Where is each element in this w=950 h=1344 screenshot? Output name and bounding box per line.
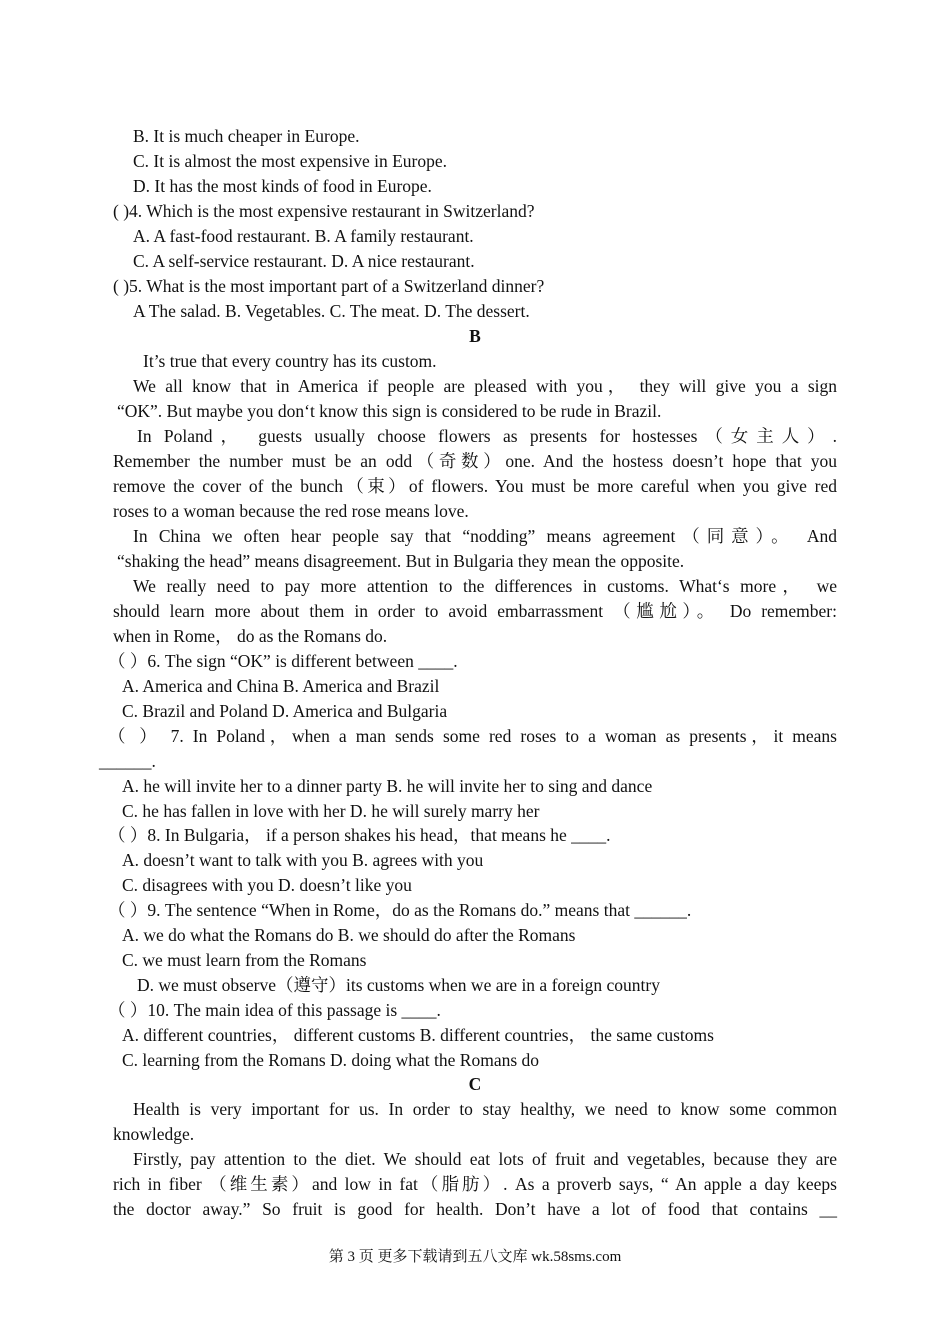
options-10-cd: C. learning from the Romans D. doing what the Romans do bbox=[122, 1050, 540, 1070]
passage-b-line: We really need to pay more attention to the differences in customs. What‘s more， we bbox=[133, 576, 837, 596]
passage-c-line: the doctor away.” So fruit is good for health. Don’t have a lot of food that contains __ bbox=[113, 1199, 837, 1219]
passage-b-line: roses to a woman because the red rose means love. bbox=[113, 501, 469, 521]
passage-b-line: In China we often hear people say that “nodding” means agreement（同意）。 And bbox=[133, 526, 837, 546]
options-7-cd: C. he has fallen in love with her D. he will surely marry her bbox=[122, 801, 540, 821]
options-8-cd: C. disagrees with you D. doesn’t like you bbox=[122, 875, 412, 895]
section-heading-c: C bbox=[468, 1074, 482, 1094]
passage-b-line: “shaking the head” means disagreement. But in Bulgaria they mean the opposite. bbox=[117, 551, 685, 571]
options-10-ab: A. different countries， different customs B. different countries， the same customs bbox=[122, 1025, 714, 1045]
passage-c-line: rich in fiber （维生素）and low in fat（脂肪）. As a proverb says, “ An apple a day keeps bbox=[113, 1174, 837, 1194]
passage-c-line: Health is very important for us. In order to stay healthy, we need to know some common bbox=[133, 1099, 837, 1119]
passage-b-line: We all know that in America if people are pleased with you， they will give you a sign bbox=[133, 376, 837, 396]
passage-c-line: Firstly, pay attention to the diet. We should eat lots of fruit and vegetables, because they are bbox=[133, 1149, 837, 1169]
passage-b-line: when in Rome， do as the Romans do. bbox=[113, 626, 388, 646]
section-heading-b: B bbox=[469, 326, 481, 346]
option-3d: D. It has the most kinds of food in Europe. bbox=[133, 176, 432, 196]
options-8-ab: A. doesn’t want to talk with you B. agrees with you bbox=[122, 850, 484, 870]
passage-b-line: “OK”. But maybe you don‘t know this sign is considered to be rude in Brazil. bbox=[117, 401, 662, 421]
question-6: （ ）6. The sign “OK” is different between ____. bbox=[108, 651, 458, 671]
question-10: （ ）10. The main idea of this passage is ____. bbox=[108, 1000, 441, 1020]
passage-b-line: remove the cover of the bunch（束）of flowers. You must be more careful when you give red bbox=[113, 476, 837, 496]
options-4-ab: A. A fast-food restaurant. B. A family restaurant. bbox=[133, 226, 474, 246]
question-5: ( )5. What is the most important part of a Switzerland dinner? bbox=[113, 276, 545, 296]
passage-c-line: knowledge. bbox=[113, 1124, 195, 1144]
options-4-cd: C. A self-service restaurant. D. A nice restaurant. bbox=[133, 251, 475, 271]
passage-b-line: should learn more about them in order to avoid embarrassment （尴尬）。 Do remember: bbox=[113, 601, 837, 621]
passage-b-line: It’s true that every country has its custom. bbox=[143, 351, 437, 371]
options-9-ab: A. we do what the Romans do B. we should do after the Romans bbox=[122, 925, 576, 945]
option-3b: B. It is much cheaper in Europe. bbox=[133, 126, 360, 146]
passage-b-line: Remember the number must be an odd（奇数）one. And the hostess doesn’t hope that you bbox=[113, 451, 837, 471]
options-6-ab: A. America and China B. America and Brazil bbox=[122, 676, 440, 696]
option-9d: D. we must observe（遵守）its customs when we are in a foreign country bbox=[137, 975, 660, 995]
question-4: ( )4. Which is the most expensive restaurant in Switzerland? bbox=[113, 201, 535, 221]
option-3c: C. It is almost the most expensive in Europe. bbox=[133, 151, 447, 171]
question-9: （ ）9. The sentence “When in Rome，do as the Romans do.” means that ______. bbox=[108, 900, 692, 920]
question-7: （ ） 7. In Poland，when a man sends some red roses to a woman as presents，it means bbox=[108, 726, 837, 746]
options-5: A The salad. B. Vegetables. C. The meat. D. The dessert. bbox=[133, 301, 530, 321]
question-7-blank: ______. bbox=[99, 751, 156, 771]
options-6-cd: C. Brazil and Poland D. America and Bulgaria bbox=[122, 701, 448, 721]
question-8: （ ）8. In Bulgaria， if a person shakes his head，that means he ____. bbox=[108, 825, 611, 845]
passage-b-line: In Poland， guests usually choose flowers as presents for hostesses（女主人）. bbox=[137, 426, 837, 446]
options-7-ab: A. he will invite her to a dinner party B. he will invite her to sing and dance bbox=[122, 776, 653, 796]
option-9c: C. we must learn from the Romans bbox=[122, 950, 367, 970]
page-footer: 第 3 页 更多下载请到五八文库 wk.58sms.com bbox=[328, 1249, 622, 1265]
